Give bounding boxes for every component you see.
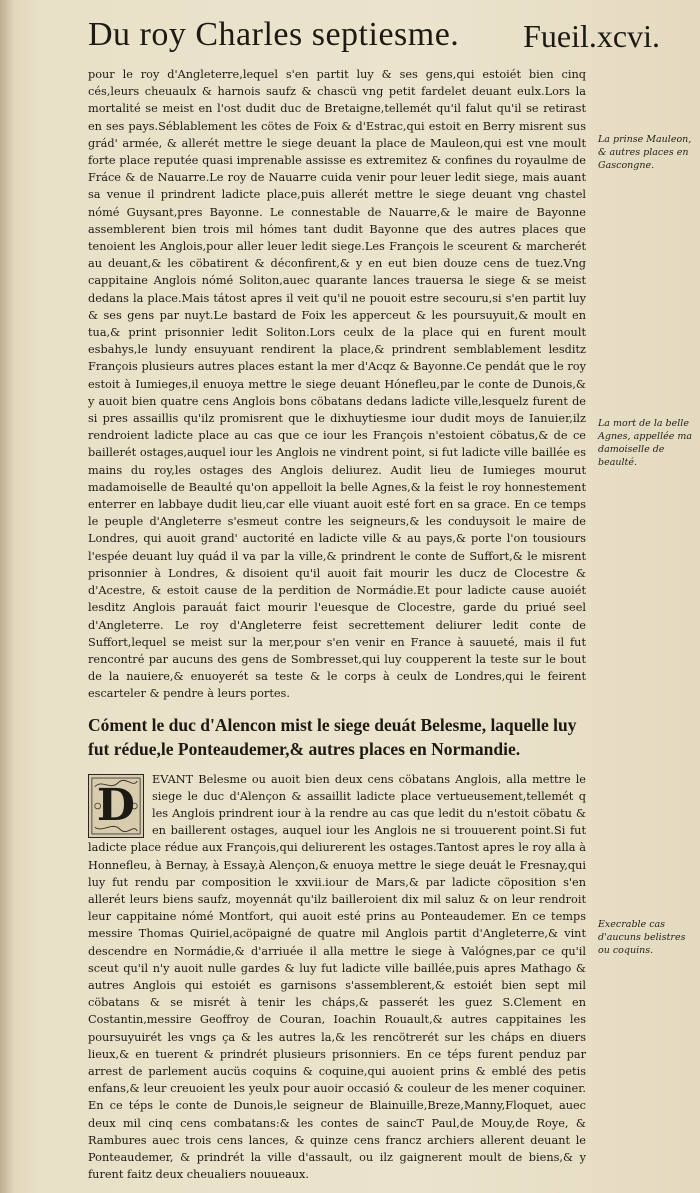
marginal-note-1: La prinse Mauleon, & autres places en Gascongne. [598, 134, 692, 171]
initial-letter: D [96, 780, 136, 832]
page-header [88, 12, 660, 62]
marginal-note-3: Execrable cas d'aucuns belistres ou coquins. [598, 919, 686, 956]
gutter-shadow [0, 0, 14, 1193]
paragraph-2: EVANT Belesme ou auoit bien deux cens cöbatans Anglois, alla mettre le siege le duc d'Alençon & assaillit ladicte place vertueusement,tellemét q les Anglois prindrent iour à la rendre au cas que ledit du n'estoit cöbatu & en baillerent ostages, auquel iour les Anglois ne si trouuerent point.Si fut ladicte place rédue aux François,qui deliurerent les ostages.Tantost apres le roy alla à Honnefleu, à Bernay, à Essay,à Alençon,& enuoya mettre le siege deuát le Fresnay,qui luy fut rendu par composition le xxvii.iour de Mars,& par ladicte cöposition s'en allerét leurs biens saufz, moyennát qu'ilz bailleroient dix mil saluz & on leur rendroit leur cappitaine nómé Montfort, qui auoit esté prins au Ponteaudemer. En ce temps messire Thomas Quiriel,acöpaigné de quatre mil Anglois partit d'Angleterre,& vint descendre en Normádie,& d'arriuée il alla mettre le siege à Valógnes,par ce qu'il sceut qu'il n'y auoit nulle gardes & luy fut ladicte ville baillée,puis apres Mathago & autres Anglois qui estoiét es garnisons s'assemblerent,& estoiét bien sept mil cöbatans & se misrét à tenir les cháps,& passerét les guez S.Clement en Costantin,messire Geoffroy de Couran, Ioachin Rouault,& autres cappitaines les poursuyuirét les vngs ça & les autres la,& les rencötrerét sur les cháps en diuers lieux,& en tuerent & prindrét plusieurs prisonniers. En ce téps furent penduz par arrest de parlement aucüs coquins & coquine,qui auoient prins & emblé des petis enfans,& leur creuoient les yeulx pour auoir occasió & couleur de les mener coquiner. En ce téps le conte de Dunois,le seigneur de Blainuille,Breze,Manny,Floquet, auec deux mil cinq cens combatans:& les contes de saincT Paul,de Mouy,de Roye, & Rambures auec trois cens lances, & quinze cens francz archiers allerent deuant le Ponteaudemer, & prindrét la ville d'assault, ou ilz gaignerent moult de biens,& y furent faitz deux cheualiers nouueaux. [88, 772, 586, 1182]
marginal-note-2: La mort de la belle Agnes, appellée ma damoiselle de beaulté. [598, 418, 693, 468]
main-text-block [88, 66, 586, 1183]
decorated-initial [88, 774, 144, 838]
chapter-heading: Cóment le duc d'Alencon mist le siege deuát Belesme, laquelle luy fut rédue,le Ponteaudemer,& autres places en Normandie. [88, 714, 577, 759]
folio-number: Fueil.xcvi. [523, 18, 660, 54]
running-head: Du roy Charles septiesme. [88, 16, 460, 53]
paragraph-1: pour le roy d'Angleterre,lequel s'en partit luy & ses gens,qui estoiét bien cinq cés,leurs cheuaulx & harnois saufz & chascü vng petit fardelet deuant eulx.Lors la mortalité se meist en l'ost dudit duc de Bretaigne,tellemét qu'il falut qu'il se retirast en ses pays.Séblablement les cötes de Foix & d'Estrac,qui estoit en Berry misrent sus grád' armée, & allerét mettre le siege deuant la place de Mauleon,qui est vne moult forte place reputée quasi imprenable assisse es extremitez & confines du royaulme de Fráce & de Nauarre.Le roy de Nauarre cuida venir pour leuer ledit siege, mais auant sa venue il prindrent ladicte place,puis allerét mettre le siege deuant vng chastel nómé Guysant,pres Bayonne. Le connestable de Nauarre,& le maire de Bayonne assemblerent bien trois mil hómes tant dudit Bayonne que des autres places que tenoient les Anglois,pour aller leuer ledit siege.Les François le sceurent & marcherét au deuant,& les cöbatirent & déconfirent,& y en eut bien douze cens de tuez.Vng cappitaine Anglois nómé Soliton,auec quarante lances trauersa le siege & se meist dedans la place.Mais tátost apres il veit qu'il ne pouoit estre secouru,si s'en partit luy & ses gens par nuyt.Le bastard de Foix les apperceut & les poursuyuit,& moult en tua,& print prisonnier ledit Soliton.Lors ceulx de la place qui en furent moult esbahys,le lundy ensuyuant rendirent la place,& prindrent semblablement lesditz François plusieurs autres places estant la mer d'Acqz & Bayonne.Ce pendát que le roy estoit à Iumieges,il enuoya mettre le siege deuant Hónefleu,par le conte de Dunois,& y auoit bien quatre cens Anglois bons cöbatans dedans ladicte ville,lesquelz furent de si pres assaillis qu'ilz promisrent que le dixhuytiesme iour dudit moys de Ianuier,ilz rendroient ladicte place au cas que ce iour les François n'estoient cöbatus,& de ce baillerét ostages,auquel iour les Anglois ne vindrent point, si fut ladicte ville baillée es mains du roy,les ostages des Anglois deliurez. Audit lieu de Iumieges mourut madamoiselle de Beaulté qu'on appelloit la belle Agnes,& la feist le roy honnestement enterrer en labbaye dudit lieu,car elle viuant auoit esté fort en sa grace. En ce temps le peuple d'Angleterre s'esmeut contre les seigneurs,& les conduysoit le maire de Londres, qui auoit grand' auctorité en ladicte ville & au pays,& porte l'on tousiours l'espée deuant luy quád il va par la ville,& prindrent le conte de Suffort,& le misrent prisonnier à Londres, & disoient qu'il auoit fait mourir les ducz de Clocestre & d'Acestre, & estoit cause de la perdition de Normádie.Et pour ladicte cause auoiét lesditz Anglois parauát faict mourir l'euesque de Clocestre, garde du priué seel d'Angleterre. Le roy d'Angleterre feist secrettement deliurer ledit conte de Suffort,lequel se meist sur la mer,pour s'en venir en France à sauueté, mais il fut rencontré par aucuns des gens de Sombresset,qui luy coupperent la teste sur le bout de la nauiere,& enuoyerét sa teste & le corps à ceulx de Londres,qui le feirent escarteler & pendre à leurs portes. [88, 68, 586, 701]
paragraph-2-container [88, 771, 586, 1184]
